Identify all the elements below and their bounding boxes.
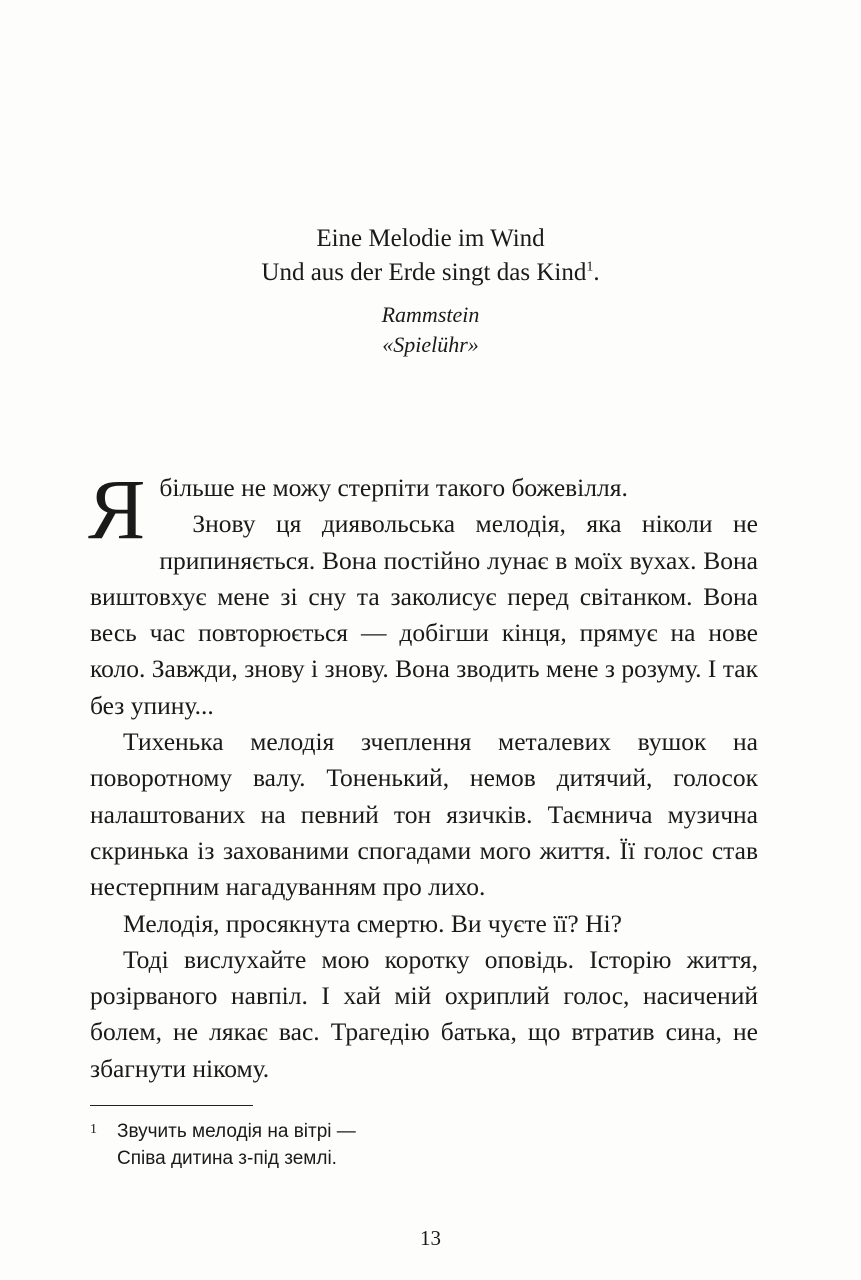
attribution-song: «Spielühr» <box>382 332 479 357</box>
paragraph-4: Мелодія, просякнута смертю. Ви чуєте її? Ні? <box>123 908 622 938</box>
footnote-mark: 1 <box>90 1122 97 1137</box>
paragraph-1 <box>88 461 758 557</box>
epigraph-line-1: Eine Melodie im Wind <box>316 225 545 252</box>
page-number: 13 <box>420 1226 441 1250</box>
chapter-text <box>88 461 758 1087</box>
epigraph-attribution <box>0 300 861 360</box>
attribution-author: Rammstein <box>381 302 480 327</box>
footnote-reference: 1 <box>586 259 594 275</box>
footnote <box>90 1118 690 1172</box>
footnote-divider <box>90 1105 253 1106</box>
drop-cap: Я <box>88 461 146 557</box>
epigraph-line-2 <box>0 256 861 290</box>
epigraph-line-2-text: Und aus der Erde singt das Kind <box>261 259 587 286</box>
paragraph-1-text: більше не можу стерпіти такого божевілля. <box>159 473 628 502</box>
footnote-line-1: Звучить мелодія на вітрі — <box>117 1121 356 1142</box>
paragraph-3: Тихенька мелодія зчеплення металевих вушок на поворотному валу. Тоненький, немов дитячий, голосок налаштованих на певний тон язичків. Таємнича музична скринька із захованими спогадами мого життя. Її голос став нестерпним нагадуванням про лихо. <box>90 727 758 902</box>
paragraph-2: Знову ця диявольська мелодія, яка ніколи не припиняється. Вона постійно лунає в моїх вухах. Вона виштовхує мене зі сну та заколисує перед світанком. Вона весь час повторюється — добігши кінця, прямує на нове коло. Завжди, знову і знову. Вона зводить мене з розуму. І так без упину... <box>90 509 758 720</box>
epigraph <box>0 222 861 290</box>
paragraph-5: Тоді вислухайте мою коротку оповідь. Історію життя, розірваного навпіл. І хай мій охриплий голос, насичений болем, не лякає вас. Трагедію батька, що втратив сина, не збагнути нікому. <box>90 944 758 1083</box>
epigraph-line-2-end: . <box>593 259 600 286</box>
footnote-line-2: Співа дитина з-під землі. <box>117 1148 337 1169</box>
